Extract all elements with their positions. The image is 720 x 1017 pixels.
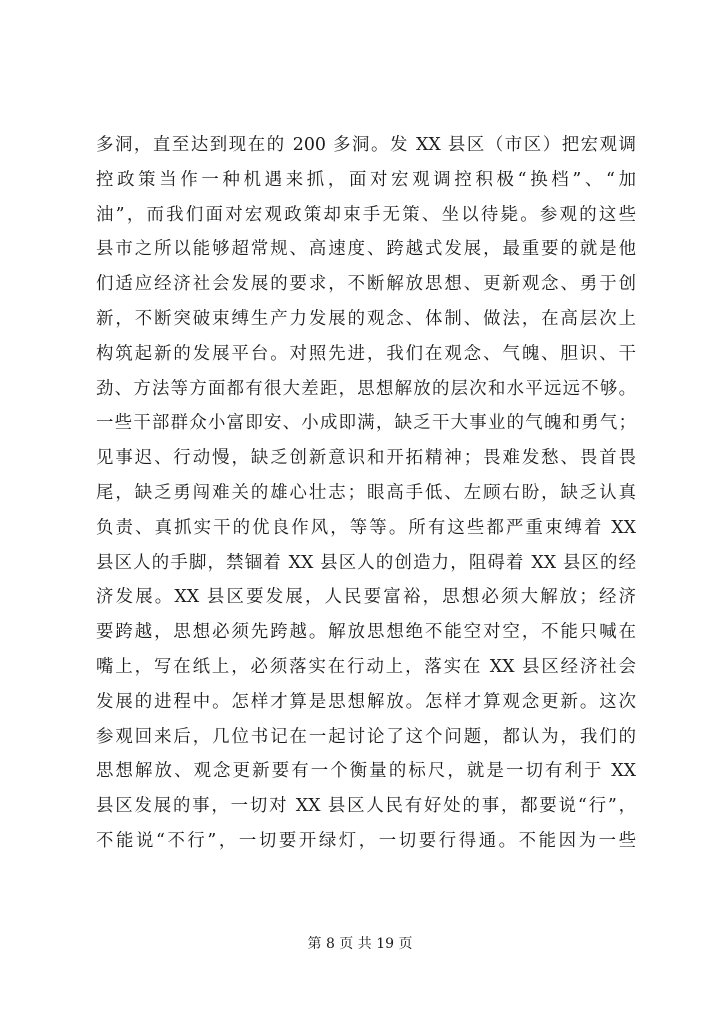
- text-line: 尾，缺乏勇闯难关的雄心壮志；眼高手低、左顾右盼，缺乏认真: [96, 482, 636, 503]
- text-line: 见事迟、行动慢，缺乏创新意识和开拓精神；畏难发愁、畏首畏: [96, 448, 636, 469]
- text-line: 控政策当作一种机遇来抓，面对宏观调控积极“换档”、“加: [96, 169, 636, 190]
- text-line: 新，不断突破束缚生产力发展的观念、体制、做法，在高层次上: [96, 308, 636, 329]
- page-footer: 第 8 页 共 19 页: [307, 936, 413, 952]
- text-line: 负责、真抓实干的优良作风，等等。所有这些都严重束缚着 XX: [96, 517, 636, 538]
- text-line: 构筑起新的发展平台。对照先进，我们在观念、气魄、胆识、干: [96, 343, 636, 364]
- text-line: 不能说“不行”，一切要开绿灯，一切要行得通。不能因为一些: [96, 830, 636, 851]
- text-line: 思想解放、观念更新要有一个衡量的标尺，就是一切有利于 XX: [96, 761, 636, 782]
- text-line: 一些干部群众小富即安、小成即满，缺乏干大事业的气魄和勇气；: [96, 413, 636, 434]
- body-text: [96, 128, 636, 859]
- text-line: 要跨越，思想必须先跨越。解放思想绝不能空对空，不能只喊在: [96, 622, 636, 643]
- text-line: 多洞，直至达到现在的 200 多洞。发 XX 县区（市区）把宏观调: [96, 135, 636, 155]
- text-line: 发展的进程中。怎样才算是思想解放。怎样才算观念更新。这次: [96, 691, 636, 712]
- text-line: 们适应经济社会发展的要求，不断解放思想、更新观念、勇于创: [96, 274, 636, 295]
- text-line: 油”，而我们面对宏观政策却束手无策、坐以待毙。参观的这些: [96, 204, 636, 225]
- text-line: 嘴上，写在纸上，必须落实在行动上，落实在 XX 县区经济社会: [96, 656, 636, 677]
- text-line: 参观回来后，几位书记在一起讨论了这个问题，都认为，我们的: [96, 726, 636, 747]
- text-line: 县市之所以能够超常规、高速度、跨越式发展，最重要的就是他: [96, 239, 636, 260]
- text-line: 劲、方法等方面都有很大差距，思想解放的层次和水平远远不够。: [96, 378, 636, 399]
- text-line: 县区发展的事，一切对 XX 县区人民有好处的事，都要说“行”，: [96, 796, 636, 817]
- text-line: 济发展。XX 县区要发展，人民要富裕，思想必须大解放；经济: [96, 587, 636, 608]
- text-line: 县区人的手脚，禁锢着 XX 县区人的创造力，阻碍着 XX 县区的经: [96, 552, 636, 573]
